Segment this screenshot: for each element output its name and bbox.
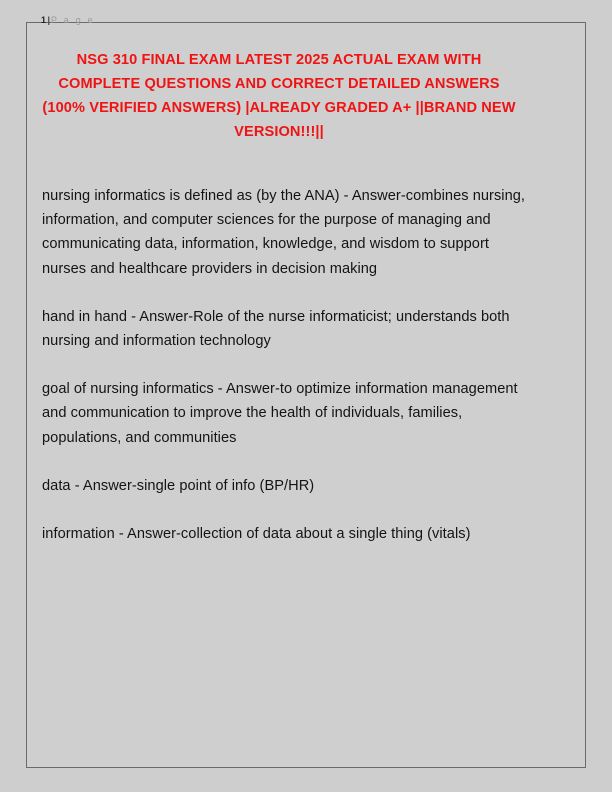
qa-entry: goal of nursing informatics - Answer-to optimize information management and communication to improve the health of individuals, families, populations, and communities bbox=[42, 381, 518, 446]
qa-entry: nursing informatics is defined as (by the ANA) - Answer-combines nursing, information, and computer sciences for the purpose of managing and communicating data, information, knowledge, and wisdom to support nurses and healthcare providers in decision making bbox=[42, 188, 526, 277]
qa-entry: data - Answer-single point of info (BP/HR) bbox=[42, 477, 315, 494]
document-title: NSG 310 FINAL EXAM LATEST 2025 ACTUAL EXAM WITH COMPLETE QUESTIONS AND CORRECT DETAILED ANSWERS (100% VERIFIED ANSWERS) |ALREADY GRADED A+ ||BRAND NEW VERSION!!!|| bbox=[42, 52, 516, 140]
page-number: 1 bbox=[41, 15, 47, 25]
qa-entry: hand in hand - Answer-Role of the nurse informaticist; understands both nursing and information technology bbox=[42, 308, 510, 350]
question-answer-list bbox=[42, 184, 537, 546]
page-header-separator: | bbox=[47, 15, 51, 25]
page-header-label: P a g e bbox=[51, 15, 95, 25]
qa-entry: information - Answer-collection of data about a single thing (vitals) bbox=[42, 526, 471, 543]
page-number-header bbox=[41, 14, 95, 26]
